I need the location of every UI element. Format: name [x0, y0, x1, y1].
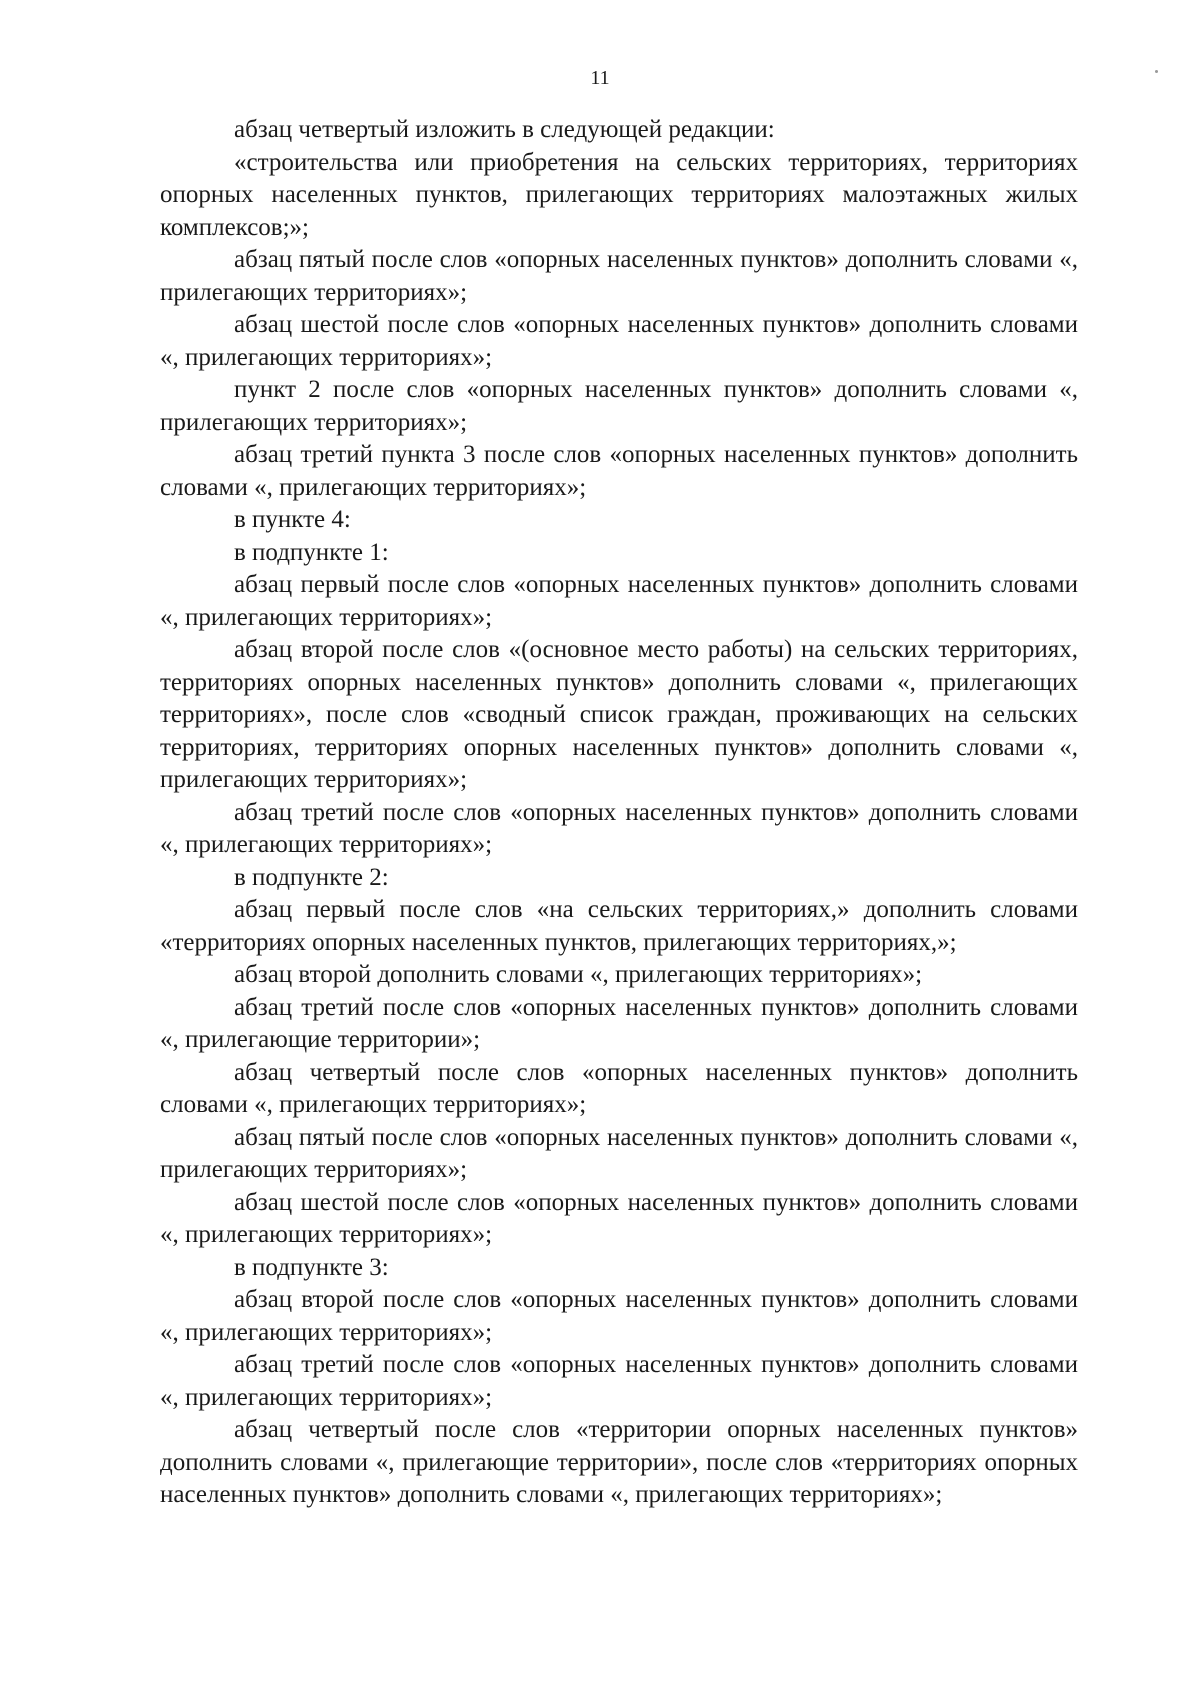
- page-number: 11: [590, 67, 610, 89]
- paragraph: в подпункте 3:: [234, 1253, 389, 1281]
- paragraph: абзац четвертый изложить в следующей редакции:: [234, 116, 775, 143]
- paragraph: абзац шестой после слов «опорных населенных пунктов» дополнить словами «, прилегающих территориях»;: [160, 311, 1078, 371]
- paragraph: абзац третий после слов «опорных населенных пунктов» дополнить словами «, прилегающих территориях»;: [160, 798, 1078, 858]
- paragraph: абзац шестой после слов «опорных населенных пунктов» дополнить словами «, прилегающих территориях»;: [160, 1188, 1078, 1248]
- paragraph: пункт 2 после слов «опорных населенных пунктов» дополнить словами «, прилегающих территориях»;: [160, 376, 1078, 436]
- paragraph: абзац пятый после слов «опорных населенных пунктов» дополнить словами «, прилегающих территориях»;: [160, 1123, 1078, 1183]
- paragraph: в подпункте 1:: [234, 538, 389, 566]
- paragraph: «строительства или приобретения на сельских территориях, территориях опорных населенных пунктов, прилегающих территориях малоэтажных жилых комплексов;»;: [160, 148, 1078, 241]
- paragraph: абзац второй после слов «опорных населенных пунктов» дополнить словами «, прилегающих территориях»;: [160, 1286, 1078, 1346]
- scan-artifact: [1155, 70, 1158, 73]
- paragraph: абзац второй дополнить словами «, прилегающих территориях»;: [234, 961, 923, 988]
- paragraph: в подпункте 2:: [234, 863, 389, 891]
- paragraph: абзац третий после слов «опорных населенных пунктов» дополнить словами «, прилегающих территориях»;: [160, 1351, 1078, 1411]
- paragraph: абзац второй после слов «(основное место работы) на сельских территориях, территориях опорных населенных пунктов» дополнить словами «, прилегающих территориях», после слов «сводный список граждан, проживающих на сельских территориях, территориях опорных населенных пунктов» дополнить словами «, прилегающих территориях»;: [160, 636, 1078, 793]
- paragraph: абзац третий после слов «опорных населенных пунктов» дополнить словами «, прилегающие территории»;: [160, 993, 1078, 1053]
- document-body: [160, 114, 1078, 1512]
- paragraph: абзац первый после слов «на сельских территориях,» дополнить словами «территориях опорных населенных пунктов, прилегающих территориях,»;: [160, 896, 1078, 956]
- paragraph: абзац четвертый после слов «территории опорных населенных пунктов» дополнить словами «, прилегающие территории», после слов «территориях опорных населенных пунктов» дополнить словами «, прилегающих территориях»;: [160, 1416, 1078, 1508]
- paragraph: абзац третий пункта 3 после слов «опорных населенных пунктов» дополнить словами «, прилегающих территориях»;: [160, 441, 1078, 501]
- paragraph: в пункте 4:: [234, 506, 351, 533]
- paragraph: абзац первый после слов «опорных населенных пунктов» дополнить словами «, прилегающих территориях»;: [160, 571, 1078, 631]
- paragraph: абзац четвертый после слов «опорных населенных пунктов» дополнить словами «, прилегающих территориях»;: [160, 1058, 1078, 1118]
- paragraph: абзац пятый после слов «опорных населенных пунктов» дополнить словами «, прилегающих территориях»;: [160, 246, 1078, 306]
